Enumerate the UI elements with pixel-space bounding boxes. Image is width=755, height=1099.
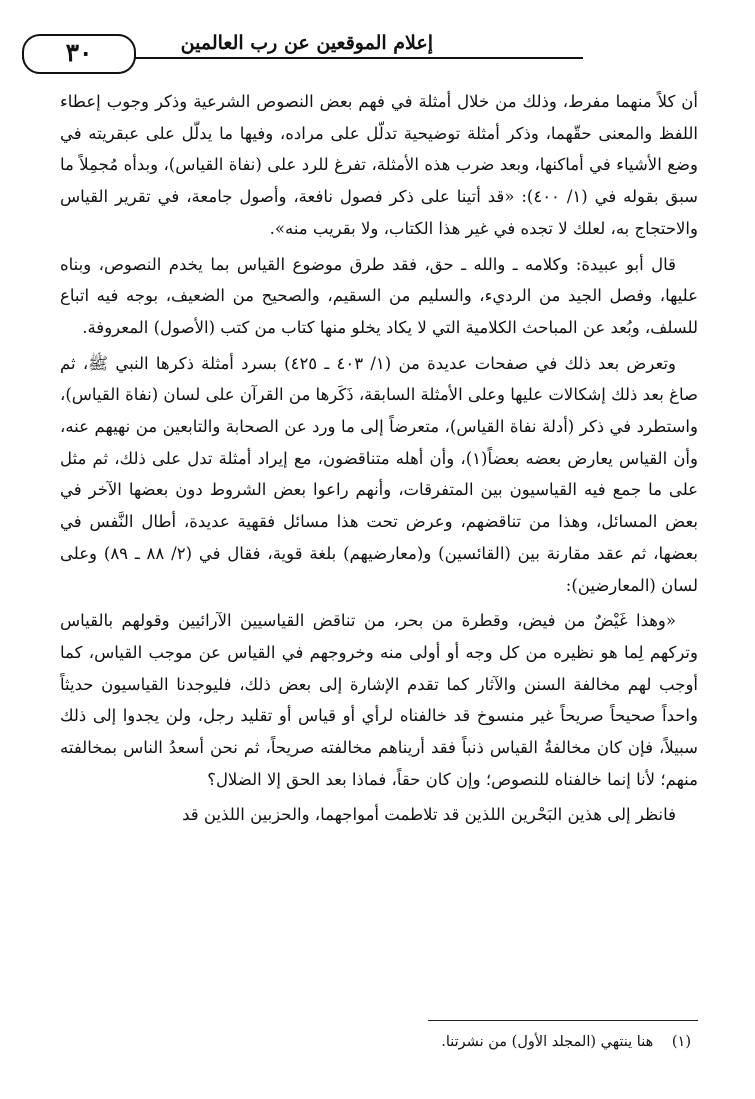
page-number: ٣٠ xyxy=(22,34,136,74)
body-text xyxy=(60,86,698,835)
quotation-paragraph: «وهذا غَيْضٌ من فيض، وقطرة من بحر، من تناقض القياسيين الآرائيين وقولهم بالقياس وتركهم لِما هو نظيره من كل وجه أو أولى منه وخروجهم في القياس عن موجب القياس، كما أوجب لهم مخالفة السنن والآثار كما تقدم الإشارة إلى بعض ذلك، فليوجدنا القياسيون حديثاً واحداً صحيحاً صريحاً غير منسوخ قد خالفناه لرأي أو قياس أو تقليد رجل، ولن يجدوا إلى ذلك سبيلاً، فإن كان مخالفةُ القياس ذنباً فقد أريناهم مخالفته صريحاً، ثم نحن أسعدُ الناس بمخالفته منهم؛ لأنا إنما خالفناه للنصوص؛ وإن كان حقاً، فماذا بعد الحق إلا الضلال؟ xyxy=(60,611,698,789)
running-title: إعلام الموقعين عن رب العالمين xyxy=(180,32,433,54)
footnote xyxy=(441,1034,691,1050)
paragraph: أن كلاً منهما مفرط، وذلك من خلال أمثلة في فهم بعض النصوص الشرعية وذكر وجوب إعطاء اللفظ والمعنى حقّهما، وذكر أمثلة توضيحية تدلّل على مراده، وفيها ما يدلّل على عبقريته في وضع الأشياء في أماكنها، وبعد ضرب هذه الأمثلة، تفرغ للرد على (نفاة القياس)، وبدأه مُجمِلاً ما سبق بقوله في (١/ ٤٠٠): «قد أتينا على ذكر فصول نافعة، وأصول جامعة، في تقرير القياس والاحتجاج به، لعلك لا تجده في غير هذا الكتاب، ولا بقريب منه». xyxy=(60,92,699,238)
footnote-text: هنا ينتهي (المجلد الأول) من نشرتنا. xyxy=(441,1034,654,1050)
paragraph: قال أبو عبيدة: وكلامه ـ والله ـ حق، فقد طرق موضوع القياس بما يخدم النصوص، وبناه عليها، وفصل الجيد من الرديء، والسليم من السقيم، والصحيح من الضعيف، بوجه فيه اتباع للسلف، وبُعد عن المباحث الكلامية التي لا يكاد يخلو منها كتاب من كتب (الأصول) المعروفة. xyxy=(60,254,698,337)
paragraph: وتعرض بعد ذلك في صفحات عديدة من (١/ ٤٠٣ ـ ٤٢٥) بسرد أمثلة ذكرها النبي ﷺ، ثم صاغ بعد ذلك إشكالات عليها وعلى الأمثلة السابقة، ذَكَرها من القرآن على لسان (نفاة القياس)، واستطرد في ذكر (أدلة نفاة القياس)، متعرضاً إلى ما ورد عن الصحابة والتابعين من نهيهم عنه، وأن القياس يعارض بعضه بعضاً(١)، وأن أهله متناقضون، مع إيراد أمثلة تدل على ذلك، ثم مثل على ما جمع فيه القياسيون بين المتفرقات، وأنهم راعوا بعض الشروط دون بعضها الآخر في بعض المسائل، وهذا من تناقضهم، وعرض تحت هذا مسائل فقهية عديدة، أطال النَّفس في بعضها، ثم عقد مقارنة بين (القائسين) و(معارضيهم) بلغة قوية، فقال في (٢/ ٨٨ ـ ٨٩) وعلى لسان (المعارضين): xyxy=(60,353,699,595)
paragraph: فانظر إلى هذين البَحْرين اللذين قد تلاطمت أمواجهما، والحزبين اللذين قد xyxy=(182,805,676,825)
page-header xyxy=(22,30,733,70)
footnote-rule xyxy=(428,1020,698,1021)
footnote-mark: (١) xyxy=(671,1034,691,1050)
